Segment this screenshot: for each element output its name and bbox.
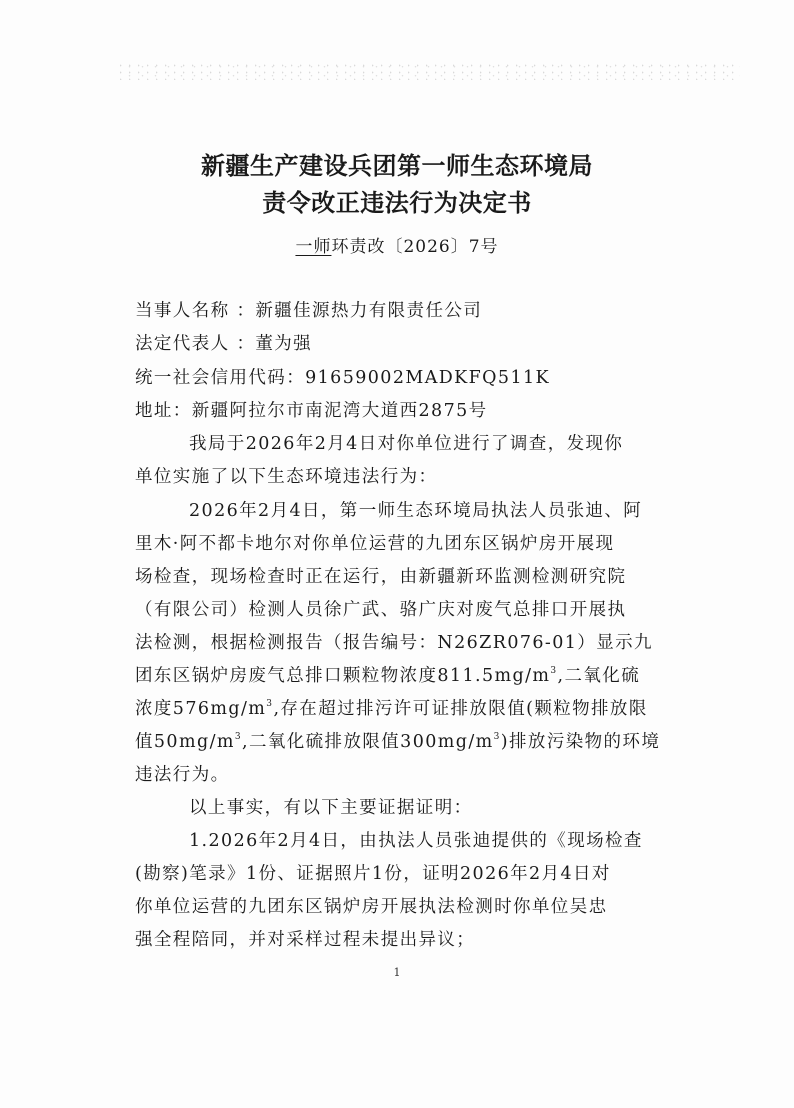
scan-artifact: [120, 62, 740, 80]
document-title-line-1: 新疆生产建设兵团第一师生态环境局: [201, 151, 593, 180]
text-segment: ,二氧化硫排放限值300mg/m: [242, 732, 494, 752]
text-segment: ,存在超过排污许可证排放限值(颗粒物排放限: [273, 699, 648, 719]
superscript: 3: [493, 732, 501, 742]
paragraph-line: (勘察)笔录》1份、证据照片1份，证明2026年2月4日对: [135, 864, 611, 884]
superscript: 3: [234, 732, 242, 742]
paragraph-line: [135, 695, 648, 720]
text-segment: 团东区锅炉房废气总排口颗粒物浓度811.5mg/m: [135, 666, 551, 686]
document-number-rest: 环责改〔2026〕7号: [331, 237, 499, 257]
paragraph-line: 以上事实，有以下主要证据证明：: [189, 798, 473, 818]
page-number: 1: [393, 966, 401, 979]
credit-code-line: 统一社会信用代码：91659002MADKFQ511K: [135, 368, 550, 388]
text-segment: 值50mg/m: [135, 732, 235, 752]
paragraph-line: 2026年2月4日，第一师生态环境局执法人员张迪、阿: [189, 501, 643, 521]
paragraph-line: 场检查，现场检查时正在运行，由新疆新环监测检测研究院: [135, 567, 627, 587]
document-title-line-2: 责令改正违法行为决定书: [262, 188, 532, 217]
legal-representative-line: 法定代表人 ：董为强: [135, 334, 313, 354]
paragraph-line: 单位实施了以下生态环境违法行为：: [135, 467, 438, 487]
paragraph-line: 你单位运营的九团东区锅炉房开展执法检测时你单位吴忠: [135, 897, 608, 917]
document-number: [0, 232, 794, 257]
paragraph-line: 我局于2026年2月4日对你单位进行了调查，发现你: [189, 434, 624, 454]
superscript: 3: [266, 699, 274, 709]
superscript: 3: [550, 666, 558, 676]
text-segment: ,二氧化硫: [557, 666, 641, 686]
paragraph-line: 1.2026年2月4日，由执法人员张迪提供的《现场检查: [189, 831, 643, 851]
paragraph-line: 违法行为。: [135, 765, 230, 785]
address-line: 地址：新疆阿拉尔市南泥湾大道西2875号: [135, 401, 488, 421]
document-number-prefix: 一师: [295, 237, 332, 257]
paragraph-line: 里木·阿不都卡地尔对你单位运营的九团东区锅炉房开展现: [135, 534, 615, 554]
paragraph-line: 强全程陪同，并对采样过程未提出异议；: [135, 930, 476, 950]
text-segment: )排放污染物的环境: [500, 732, 661, 752]
paragraph-line: 法检测，根据检测报告（报告编号：N26ZR076-01）显示九: [135, 633, 653, 653]
paragraph-line: （有限公司）检测人员徐广武、骆广庆对废气总排口开展执: [135, 600, 627, 620]
paragraph-line: [135, 728, 660, 753]
text-segment: 浓度576mg/m: [135, 699, 267, 719]
paragraph-line: [135, 662, 640, 687]
party-name-line: 当事人名称 ：新疆佳源热力有限责任公司: [135, 301, 483, 321]
